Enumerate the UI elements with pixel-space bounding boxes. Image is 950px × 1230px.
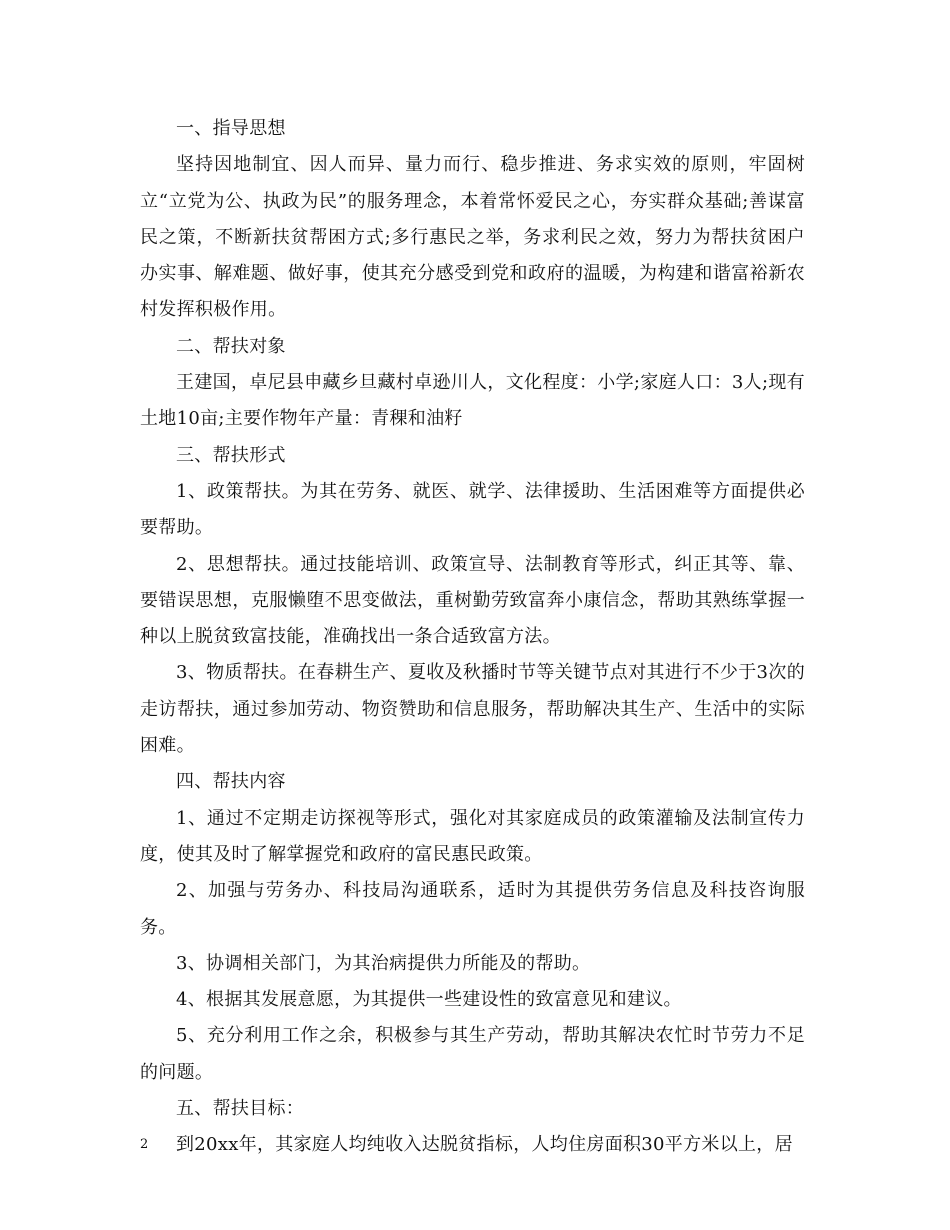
paragraph-content-item-4: 4、根据其发展意愿，为其提供一些建设性的致富意见和建议。 [176, 989, 682, 1011]
section-heading-assistance-content: 四、帮扶内容 [176, 771, 286, 793]
paragraph-content-item-1: 1、通过不定期走访探视等形式，强化对其家庭成员的政策灌输及法制宣传力度，使其及时了解掌握党和政府的富民惠民政策。 [140, 807, 805, 865]
section-heading-guiding-ideology: 一、指导思想 [176, 118, 286, 139]
paragraph-target-household: 王建国，卓尼县申藏乡旦藏村卓逊川人，文化程度：小学;家庭人口：3人;现有土地10亩;主要作物年产量：青稞和油籽 [140, 372, 805, 430]
paragraph-policy-assistance: 1、政策帮扶。为其在劳务、就医、就学、法律援助、生活困难等方面提供必要帮助。 [140, 480, 805, 539]
section-heading-assistance-target: 二、帮扶对象 [176, 335, 286, 357]
paragraph-content-item-5: 5、充分利用工作之余，积极参与其生产劳动，帮助其解决农忙时节劳力不足的问题。 [140, 1025, 805, 1083]
paragraph-ideological-assistance: 2、思想帮扶。通过技能培训、政策宣导、法制教育等形式，纠正其等、靠、要错误思想，克服懒堕不思变做法，重树勤劳致富奔小康信念，帮助其熟练掌握一种以上脱贫致富技能，准确找出一条合适致富方法。 [140, 553, 805, 648]
paragraph-guiding-principles: 坚持因地制宜、因人而异、量力而行、稳步推进、务求实效的原则，牢固树立“立党为公、执政为民”的服务理念，本着常怀爱民之心，夯实群众基础;善谋富民之策，不断新扶贫帮困方式;多行惠民之举，务求利民之效，努力为帮扶贫困户办实事、解难题、做好事，使其充分感受到党和政府的温暖，为构建和谐富裕新农村发挥积极作用。 [140, 154, 805, 321]
paragraph-content-item-2: 2、加强与劳务办、科技局沟通联系，适时为其提供劳务信息及科技咨询服务。 [140, 880, 805, 938]
paragraph-goals: 到20xx年，其家庭人均纯收入达脱贫指标，人均住房面积30平方米以上，居 [176, 1134, 793, 1156]
section-heading-assistance-goals: 五、帮扶目标： [176, 1098, 305, 1120]
document-body [140, 111, 805, 1164]
section-heading-assistance-forms: 三、帮扶形式 [176, 444, 286, 466]
page-number: 2 [140, 1137, 149, 1152]
paragraph-material-assistance: 3、物质帮扶。在春耕生产、夏收及秋播时节等关键节点对其进行不少于3次的走访帮扶，通过参加劳动、物资赞助和信息服务，帮助解决其生产、生活中的实际困难。 [140, 662, 805, 757]
paragraph-content-item-3: 3、协调相关部门，为其治病提供力所能及的帮助。 [176, 952, 591, 974]
